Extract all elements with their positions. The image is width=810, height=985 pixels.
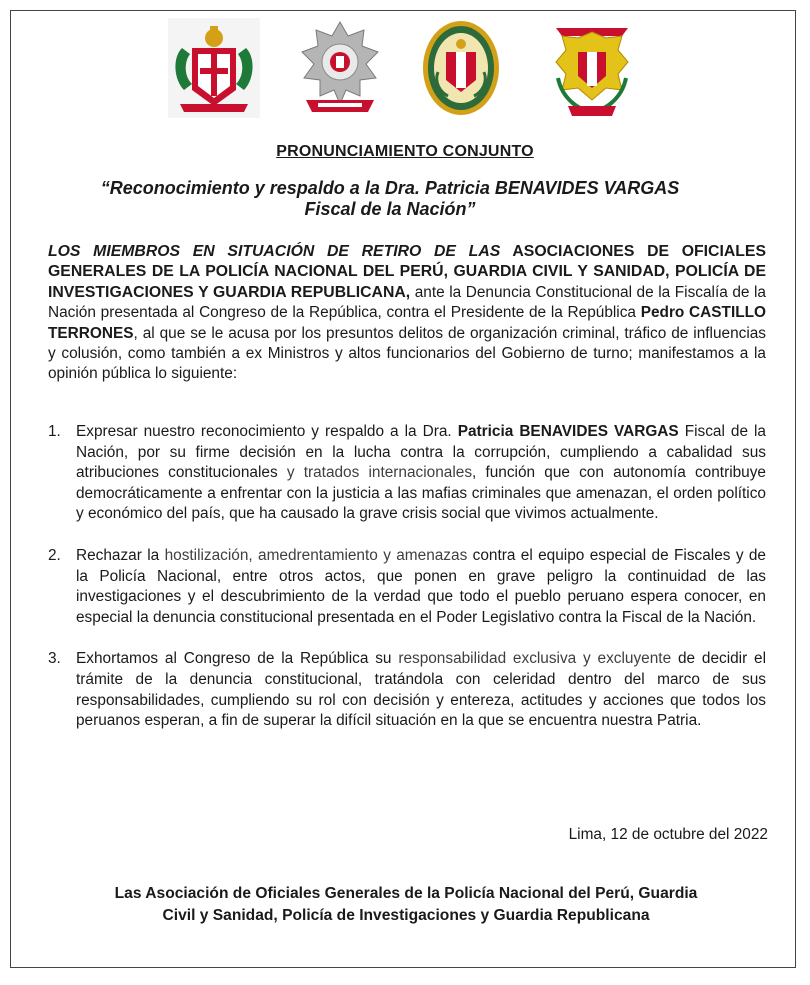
intro-caps-italic: LOS MIEMBROS EN SITUACIÓN DE RETIRO DE LAS — [48, 243, 501, 260]
list-item-text: de decidir el trámite de la denuncia constitucional, tratándola con celeridad dentro del marco de sus responsabilidades, cumpliendo su rol con decisión y entereza, actitudes y acciones que todos los peruanos esperan, a fin de superar la difícil situación en la que se encuentra nuestra Patria. — [76, 650, 767, 730]
intro-associations: ASOCIACIONES DE OFICIALES GENERALES DE LA POLICÍA NACIONAL DEL PERÚ, GUARDIA CIVIL Y SANIDAD, POLICÍA DE INVESTIGACIONES Y GUARDIA REPUBLICANA, — [48, 243, 766, 301]
list-item — [48, 546, 766, 628]
signature-line-2: Civil y Sanidad, Policía de Investigaciones y Guardia Republicana — [162, 907, 650, 924]
list-item-highlight: responsabilidad exclusiva y excluyente — [398, 650, 672, 668]
list-item-number: 2. — [48, 546, 61, 564]
list-item-highlight: hostilización, amedrentamiento y amenazas — [164, 546, 468, 564]
list-item-highlight: y tratados internacionales — [286, 464, 473, 482]
list-item — [48, 649, 766, 731]
list-item-text: contra el equipo especial de Fiscales y de la Policía Nacional, entre otros actos, que ponen en grave peligro la continuidad de las investigaciones y el descubrimiento de la verdad que todo el pueblo peruano espera conocer, en especial la denuncia constitucional presentada en el Poder Legislativo contra la Fiscal de la Nación. — [76, 546, 766, 626]
asociacion-pip-logo — [298, 18, 382, 118]
list-item — [48, 422, 766, 525]
asociacion-guardia-civil-logo — [168, 18, 260, 118]
subtitle-line-1: “Reconocimiento y respaldo a la Dra. Patricia BENAVIDES VARGAS — [100, 178, 680, 198]
list-item-text: Exhortamos al Congreso de la República su — [76, 650, 399, 668]
subtitle-line-2: Fiscal de la Nación” — [304, 199, 476, 219]
list-item-text: , función que con autonomía contribuye democráticamente a enfrentar con la justicia a las mafias criminales que amenazan, el orden político y económico del país, que ha causado la grave crisis social que vivimos actualmente. — [76, 464, 766, 523]
intro-paragraph — [48, 242, 766, 385]
document-date: Lima, 12 de octubre del 2022 — [568, 826, 768, 843]
asociacion-policia-nacional-logo — [420, 18, 502, 120]
list-item-number: 1. — [48, 423, 61, 440]
list-item-text: Rechazar la — [76, 546, 165, 564]
list-item-number: 3. — [48, 650, 61, 668]
signature-line-1: Las Asociación de Oficiales Generales de la Policía Nacional del Perú, Guardia — [114, 885, 698, 902]
intro-text-1: ante la Denuncia Constitucional de la Fiscalía de la Nación presentada al Congreso de la República, contra el Presidente de la República — [48, 283, 766, 322]
logo-row — [0, 18, 810, 128]
intro-text-2: , al que se le acusa por los presuntos delitos de organización criminal, tráfico de influencias y colusión, como también a ex Ministros y altos funcionarios del Gobierno de turno; manifestamos a la opinión pública lo siguiente: — [48, 324, 766, 383]
list-item-text: Expresar nuestro reconocimiento y respaldo a la Dra. — [76, 423, 458, 440]
page-title: PRONUNCIAMIENTO CONJUNTO — [276, 143, 534, 160]
list-item-text: Fiscal de la Nación, por su firme decisión en la lucha contra la corrupción, cumpliendo a cabalidad sus atribuciones constitucionales — [76, 423, 766, 482]
fiscal-name: Patricia BENAVIDES VARGAS — [457, 423, 679, 440]
document-subtitle — [60, 178, 720, 220]
asociacion-guardia-republicana-logo — [548, 18, 636, 122]
intro-president-name: Pedro CASTILLO TERRONES — [48, 304, 767, 342]
numbered-list — [48, 418, 766, 732]
signature-block — [56, 883, 756, 927]
